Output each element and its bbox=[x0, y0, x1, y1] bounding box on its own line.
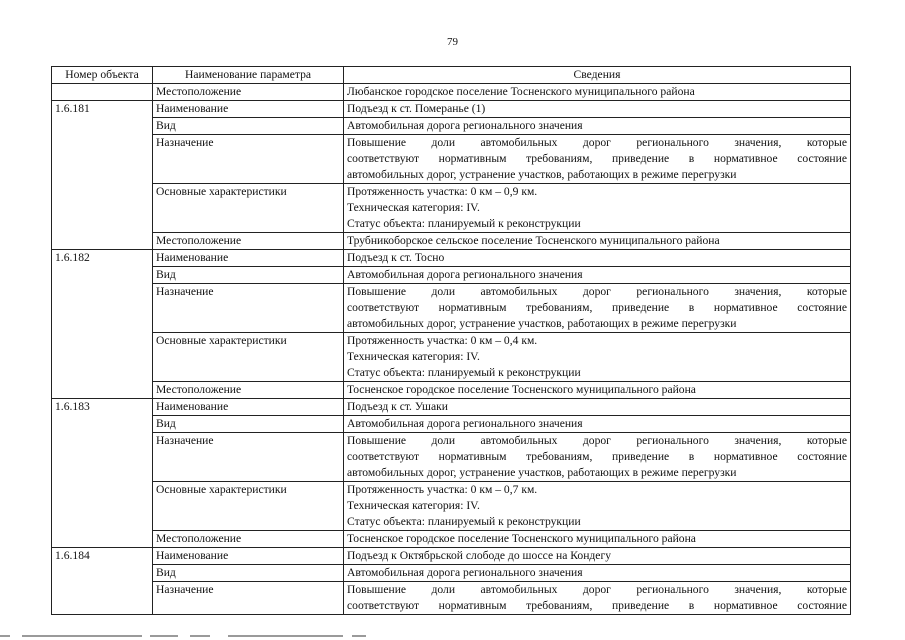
parameter-name-cell: Назначение bbox=[153, 135, 344, 184]
parameter-name-cell: Местоположение bbox=[153, 233, 344, 250]
details-line: Подъезд к ст. Тосно bbox=[347, 251, 445, 264]
object-number-cell: 1.6.182 bbox=[52, 250, 153, 399]
parameter-name-cell: Вид bbox=[153, 416, 344, 433]
objects-table bbox=[51, 66, 851, 615]
table-row bbox=[52, 118, 851, 135]
details-cell bbox=[344, 184, 851, 233]
object-number-cell: 1.6.184 bbox=[52, 548, 153, 615]
details-line: соответствуют нормативным требованиям, приведение в нормативное состояние bbox=[347, 301, 847, 314]
header-object-number: Номер объекта bbox=[52, 67, 153, 84]
details-cell: Любанское городское поселение Тосненского муниципального района bbox=[344, 84, 851, 101]
table-row bbox=[52, 382, 851, 399]
details-line: Повышение доли автомобильных дорог регионального значения, которые bbox=[347, 136, 847, 149]
details-cell bbox=[344, 416, 851, 433]
header-details: Сведения bbox=[344, 67, 851, 84]
table-row bbox=[52, 548, 851, 565]
details-cell bbox=[344, 233, 851, 250]
details-line: Техническая категория: IV. bbox=[347, 350, 480, 363]
details-cell bbox=[344, 548, 851, 565]
parameter-name-cell: Основные характеристики bbox=[153, 184, 344, 233]
details-cell bbox=[344, 135, 851, 184]
details-line: Статус объекта: планируемый к реконструкции bbox=[347, 366, 581, 379]
table-row bbox=[52, 233, 851, 250]
header-parameter-name: Наименование параметра bbox=[153, 67, 344, 84]
details-line: Автомобильная дорога регионального значения bbox=[347, 566, 583, 579]
details-cell bbox=[344, 333, 851, 382]
details-cell bbox=[344, 582, 851, 615]
table-row bbox=[52, 284, 851, 333]
table-row bbox=[52, 250, 851, 267]
details-line: Протяженность участка: 0 км – 0,9 км. bbox=[347, 185, 538, 198]
table-row bbox=[52, 433, 851, 482]
table-header-row bbox=[52, 67, 851, 84]
parameter-name-cell: Вид bbox=[153, 267, 344, 284]
parameter-name-cell: Местоположение bbox=[153, 382, 344, 399]
details-cell bbox=[344, 482, 851, 531]
details-cell bbox=[344, 565, 851, 582]
details-cell bbox=[344, 399, 851, 416]
table-row bbox=[52, 135, 851, 184]
object-number-cell bbox=[52, 84, 153, 101]
table-row bbox=[52, 84, 851, 101]
details-cell bbox=[344, 250, 851, 267]
details-cell bbox=[344, 284, 851, 333]
details-line: Подъезд к ст. Ушаки bbox=[347, 400, 448, 413]
object-number-cell: 1.6.181 bbox=[52, 101, 153, 250]
object-number-cell: 1.6.183 bbox=[52, 399, 153, 548]
details-line: Повышение доли автомобильных дорог регионального значения, которые bbox=[347, 583, 847, 596]
parameter-name-cell: Основные характеристики bbox=[153, 482, 344, 531]
parameter-name-cell: Назначение bbox=[153, 284, 344, 333]
details-line: Трубникоборское сельское поселение Тосненского муниципального района bbox=[347, 234, 720, 247]
table-row bbox=[52, 267, 851, 284]
scan-edge-artifact bbox=[0, 632, 905, 640]
details-cell bbox=[344, 382, 851, 399]
page-number: 79 bbox=[447, 36, 458, 48]
details-line: Подъезд к ст. Померанье (1) bbox=[347, 102, 486, 115]
details-cell bbox=[344, 101, 851, 118]
details-line: Статус объекта: планируемый к реконструкции bbox=[347, 515, 581, 528]
details-cell bbox=[344, 433, 851, 482]
parameter-name-cell: Основные характеристики bbox=[153, 333, 344, 382]
details-line: Техническая категория: IV. bbox=[347, 201, 480, 214]
details-line: Тосненское городское поселение Тосненского муниципального района bbox=[347, 383, 696, 396]
parameter-name-cell: Местоположение bbox=[153, 84, 344, 101]
details-line: автомобильных дорог, устранение участков, работающих в режиме перегрузки bbox=[347, 168, 737, 181]
parameter-name-cell: Наименование bbox=[153, 399, 344, 416]
details-line: Статус объекта: планируемый к реконструкции bbox=[347, 217, 581, 230]
parameter-name-cell: Назначение bbox=[153, 582, 344, 615]
table-row bbox=[52, 416, 851, 433]
details-line: соответствуют нормативным требованиям, приведение в нормативное состояние bbox=[347, 152, 847, 165]
parameter-name-cell: Назначение bbox=[153, 433, 344, 482]
details-line: Техническая категория: IV. bbox=[347, 499, 480, 512]
details-cell bbox=[344, 531, 851, 548]
table-row bbox=[52, 582, 851, 615]
parameter-name-cell: Вид bbox=[153, 565, 344, 582]
parameter-name-cell: Наименование bbox=[153, 101, 344, 118]
parameter-name-cell: Наименование bbox=[153, 548, 344, 565]
details-line: Подъезд к Октябрьской слободе до шоссе на Кондегу bbox=[347, 549, 612, 562]
details-line: Повышение доли автомобильных дорог регионального значения, которые bbox=[347, 434, 847, 447]
details-line: Протяженность участка: 0 км – 0,4 км. bbox=[347, 334, 538, 347]
table-row bbox=[52, 333, 851, 382]
details-cell bbox=[344, 267, 851, 284]
parameter-name-cell: Местоположение bbox=[153, 531, 344, 548]
details-line: Повышение доли автомобильных дорог регионального значения, которые bbox=[347, 285, 847, 298]
details-line: Тосненское городское поселение Тосненского муниципального района bbox=[347, 532, 696, 545]
table-row bbox=[52, 565, 851, 582]
details-cell bbox=[344, 118, 851, 135]
details-line: Автомобильная дорога регионального значения bbox=[347, 119, 583, 132]
table-row bbox=[52, 184, 851, 233]
details-line: Протяженность участка: 0 км – 0,7 км. bbox=[347, 483, 538, 496]
table-row bbox=[52, 399, 851, 416]
table-row bbox=[52, 531, 851, 548]
details-line: Автомобильная дорога регионального значения bbox=[347, 417, 583, 430]
details-line: автомобильных дорог, устранение участков, работающих в режиме перегрузки bbox=[347, 317, 737, 330]
details-line: автомобильных дорог, устранение участков, работающих в режиме перегрузки bbox=[347, 466, 737, 479]
parameter-name-cell: Вид bbox=[153, 118, 344, 135]
details-line: Автомобильная дорога регионального значения bbox=[347, 268, 583, 281]
table-row bbox=[52, 101, 851, 118]
details-line: соответствуют нормативным требованиям, приведение в нормативное состояние bbox=[347, 450, 847, 463]
parameter-name-cell: Наименование bbox=[153, 250, 344, 267]
details-line: соответствуют нормативным требованиям, приведение в нормативное состояние bbox=[347, 599, 847, 612]
table-row bbox=[52, 482, 851, 531]
table-body bbox=[52, 84, 851, 615]
